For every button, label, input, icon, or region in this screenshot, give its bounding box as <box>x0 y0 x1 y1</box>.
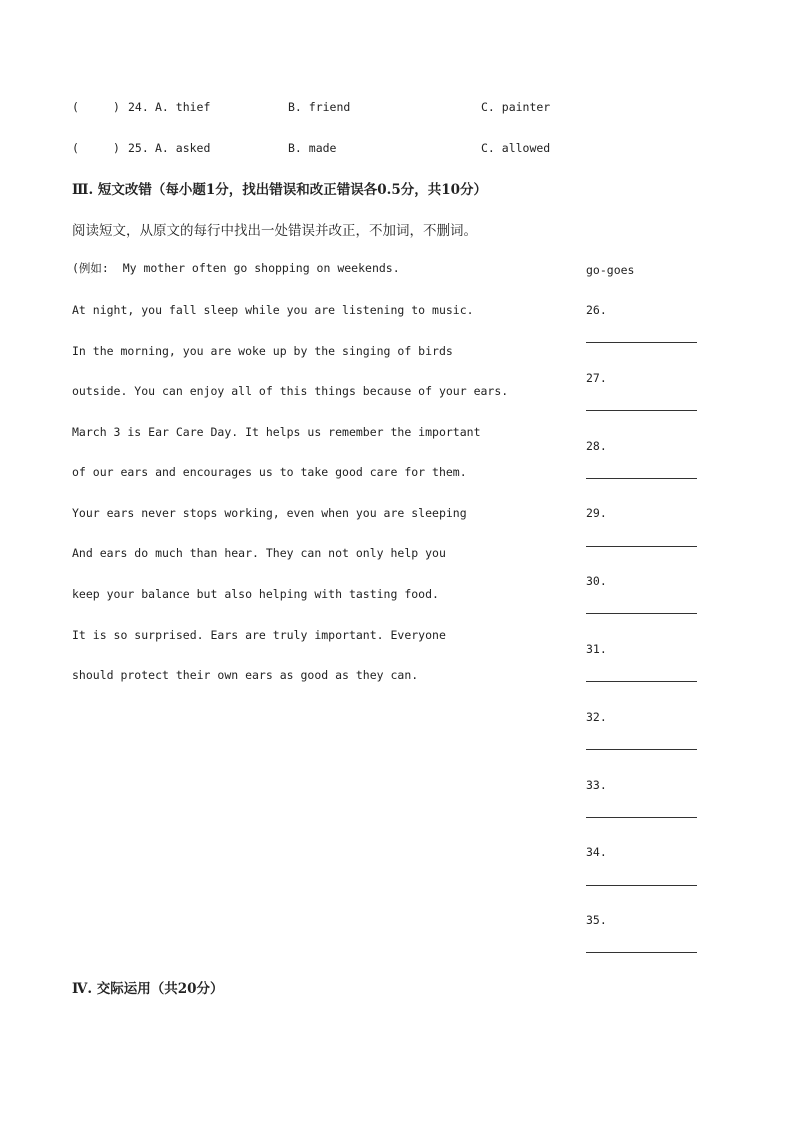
passage-line: And ears do much than hear. They can not only help you <box>72 546 446 560</box>
option-b: B. made <box>288 141 337 155</box>
option-b: B. friend <box>288 100 351 114</box>
section-4-title: Ⅳ. 交际运用（共20分） <box>72 981 224 997</box>
answer-number: 27. <box>586 371 607 385</box>
answer-number: 30. <box>586 574 607 588</box>
answer-paren-close: ) <box>113 100 120 114</box>
answer-number: 35. <box>586 913 607 927</box>
answer-blank[interactable] <box>586 613 697 614</box>
answer-blank[interactable] <box>586 546 697 547</box>
example-answer: go-goes <box>586 263 635 277</box>
answer-number: 34. <box>586 845 607 859</box>
answer-blank[interactable] <box>586 817 697 818</box>
section-3-title: Ⅲ. 短文改错（每小题1分，找出错误和改正错误各0.5分，共10分） <box>72 182 488 198</box>
answer-blank[interactable] <box>586 410 697 411</box>
example-line: (例如: My mother often go shopping on weekends. <box>72 261 400 275</box>
answer-number: 32. <box>586 710 607 724</box>
answer-blank[interactable] <box>586 681 697 682</box>
passage-line: of our ears and encourages us to take good care for them. <box>72 465 467 479</box>
answer-number: 33. <box>586 778 607 792</box>
answer-paren-open: ( <box>72 100 79 114</box>
answer-number: 28. <box>586 439 607 453</box>
answer-number: 26. <box>586 303 607 317</box>
answer-paren-close: ) <box>113 141 120 155</box>
passage-line: At night, you fall sleep while you are listening to music. <box>72 303 474 317</box>
answer-number: 31. <box>586 642 607 656</box>
passage-line: March 3 is Ear Care Day. It helps us remember the important <box>72 425 481 439</box>
answer-blank[interactable] <box>586 952 697 953</box>
answer-number: 29. <box>586 506 607 520</box>
passage-line: outside. You can enjoy all of this things because of your ears. <box>72 384 509 398</box>
option-a: A. thief <box>155 100 211 114</box>
option-a: A. asked <box>155 141 211 155</box>
passage-line: keep your balance but also helping with tasting food. <box>72 587 439 601</box>
answer-paren-open: ( <box>72 141 79 155</box>
question-number: 25. <box>128 141 149 155</box>
passage-line: In the morning, you are woke up by the singing of birds <box>72 344 453 358</box>
passage-line: Your ears never stops working, even when you are sleeping <box>72 506 467 520</box>
option-c: C. painter <box>481 100 551 114</box>
section-3-instruction: 阅读短文，从原文的每行中找出一处错误并改正，不加词，不删词。 <box>72 223 477 239</box>
passage-line: It is so surprised. Ears are truly important. Everyone <box>72 628 446 642</box>
answer-blank[interactable] <box>586 749 697 750</box>
answer-blank[interactable] <box>586 885 697 886</box>
question-number: 24. <box>128 100 149 114</box>
option-c: C. allowed <box>481 141 551 155</box>
answer-blank[interactable] <box>586 478 697 479</box>
passage-line: should protect their own ears as good as they can. <box>72 668 419 682</box>
answer-blank[interactable] <box>586 342 697 343</box>
